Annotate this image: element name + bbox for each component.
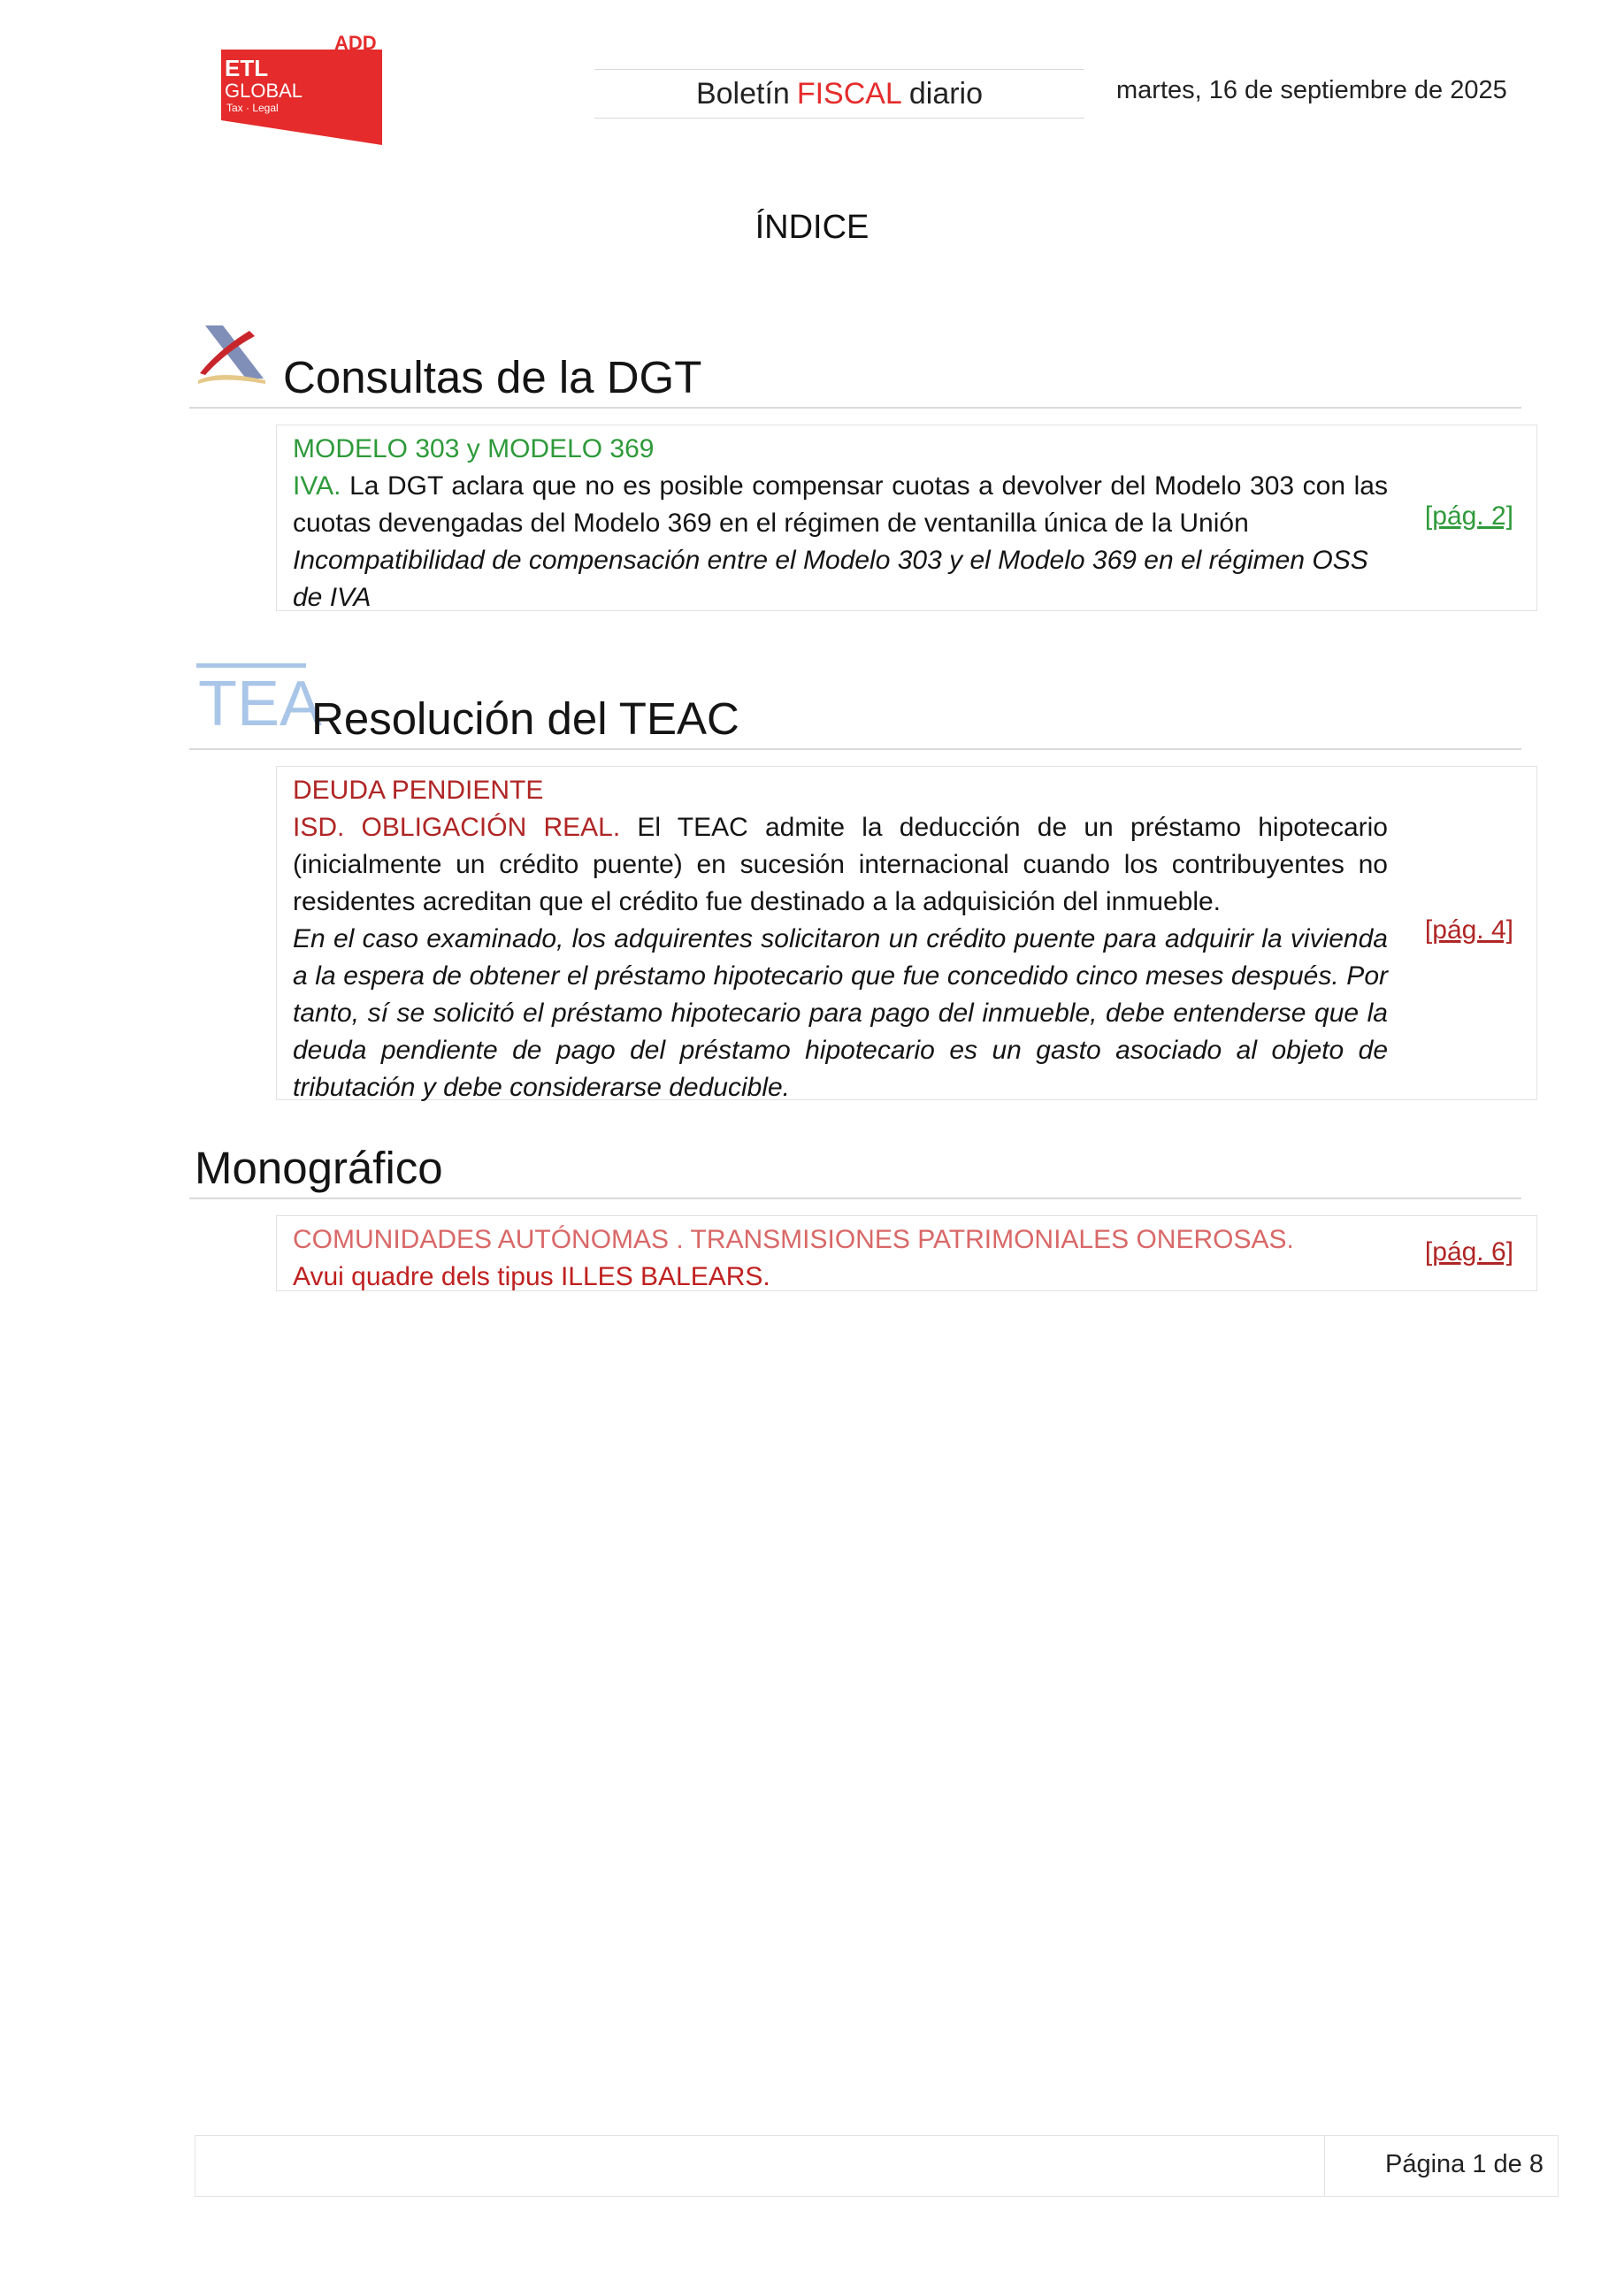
entry-category: COMUNIDADES AUTÓNOMAS . TRANSMISIONES PATRIMONIALES ONEROSAS. xyxy=(293,1225,1294,1254)
entry-text: La DGT aclara que no es posible compensar cuotas a devolver del Modelo 303 con las cuotas devengadas del Modelo 369 en el régimen de ventanilla única de la Unión xyxy=(293,471,1388,538)
entry-category: MODELO 303 y MODELO 369 xyxy=(293,434,655,463)
entry-lead: IVA. xyxy=(293,471,341,501)
page-ref-link[interactable]: [pág. 6] xyxy=(1424,1237,1513,1267)
logo-line2: GLOBAL xyxy=(225,80,303,102)
etl-global-logo xyxy=(221,34,382,145)
logo-line3: Tax · Legal xyxy=(226,102,279,114)
section-heading-teac xyxy=(189,654,1521,750)
page-number: Página 1 de 8 xyxy=(1385,2150,1544,2178)
entry-text: Avui quadre dels tipus ILLES BALEARS. xyxy=(293,1262,770,1291)
entry-italic-note: Incompatibilidad de compensación entre el Modelo 303 y el Modelo 369 en el régimen OSS de IVA xyxy=(293,546,1368,612)
index-title: ÍNDICE xyxy=(755,209,869,246)
entry-category: DEUDA PENDIENTE xyxy=(293,776,544,805)
section-heading-monografico xyxy=(189,1123,1521,1199)
entry-body xyxy=(293,431,1388,616)
entry-summary xyxy=(293,468,1388,542)
section-heading-text: Resolución del TEAC xyxy=(311,693,739,744)
logo-badge: ADD xyxy=(334,32,377,54)
tea-icon xyxy=(196,662,323,739)
entry-text: El TEAC admite la deducción de un préstamo hipotecario (inicialmente un crédito puente) en sucesión internacional cuando los contribuyentes no residentes acreditan que el crédito fue destinado a la adquisición del inmueble. xyxy=(293,813,1388,916)
etl-logo-icon xyxy=(221,34,382,145)
index-entry xyxy=(276,1215,1537,1291)
bulletin-title-before: Boletín xyxy=(695,76,790,111)
entry-body xyxy=(293,1221,1388,1296)
header-date: martes, 16 de septiembre de 2025 xyxy=(1116,76,1507,104)
page-ref-link[interactable]: [pág. 2] xyxy=(1424,501,1513,531)
footer-divider xyxy=(1324,2136,1325,2196)
section-heading-text: Monográfico xyxy=(195,1143,443,1193)
bulletin-title xyxy=(594,69,1084,119)
tea-icon-text: TEA xyxy=(198,669,323,739)
page-ref-link[interactable]: [pág. 4] xyxy=(1424,915,1513,945)
section-heading-text: Consultas de la DGT xyxy=(283,352,702,402)
section-heading-dgt xyxy=(189,310,1521,409)
entry-body xyxy=(293,772,1388,1106)
index-entry xyxy=(276,425,1537,611)
agencia-tributaria-icon xyxy=(196,322,267,386)
entry-italic-note: En el caso examinado, los adquirentes solicitaron un crédito puente para adquirir la vivienda a la espera de obtener el préstamo hipotecario que fue concedido cinco meses después. Por tanto, sí se solicitó el préstamo hipotecario para pago del inmueble, debe entenderse que la deuda pendiente de pago del préstamo hipotecario es un gasto asociado al objeto de tributación y debe considerarse deducible. xyxy=(293,924,1388,1102)
entry-summary xyxy=(293,809,1388,921)
logo-line1: ETL xyxy=(225,55,269,81)
index-entry xyxy=(276,766,1537,1100)
entry-lead: ISD. OBLIGACIÓN REAL. xyxy=(293,813,621,842)
page-footer xyxy=(195,2135,1559,2197)
bulletin-title-after: diario xyxy=(908,76,984,111)
bulletin-title-accent: FISCAL xyxy=(796,76,902,111)
